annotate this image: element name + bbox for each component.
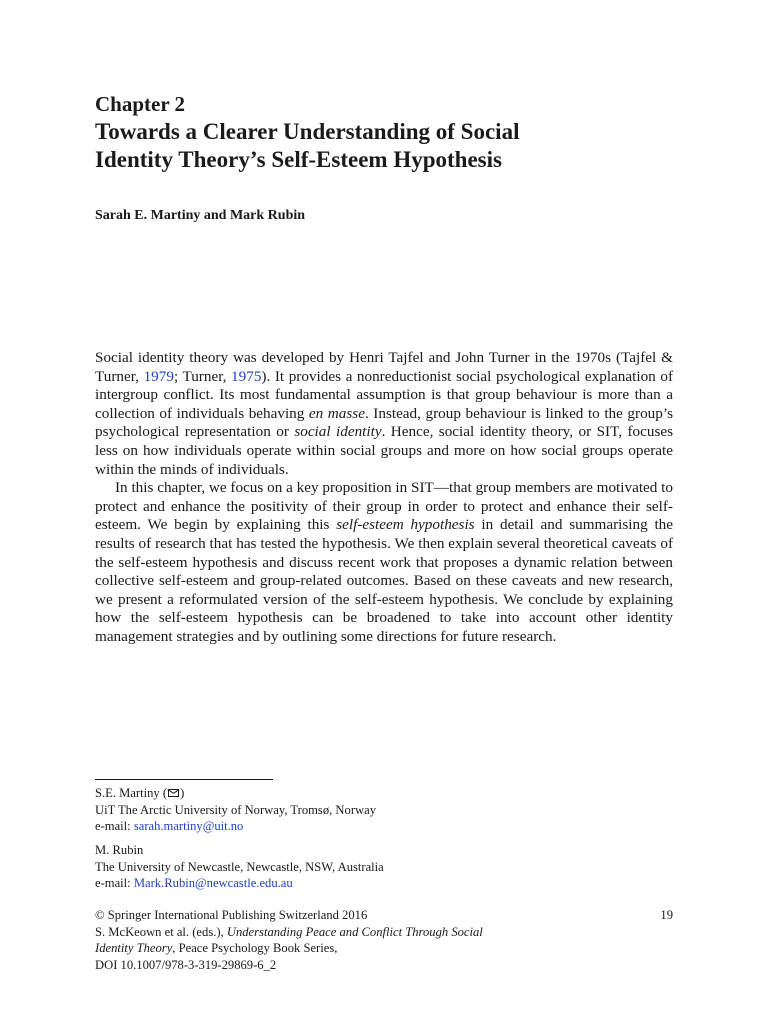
- book-page: [95, 0, 673, 1024]
- book-citation-line-1: S. McKeown et al. (eds.), Understanding Peace and Conflict Through Social: [95, 924, 483, 939]
- copyright-block: [95, 907, 673, 973]
- chapter-authors: Sarah E. Martiny and Mark Rubin: [95, 208, 306, 223]
- page-number: 19: [660, 908, 673, 922]
- copyright-line: © Springer International Publishing Switzerland 2016: [95, 908, 368, 922]
- email-link-martiny[interactable]: sarah.martiny@uit.no: [133, 819, 244, 833]
- chapter-title-line-1: Towards a Clearer Understanding of Social: [95, 119, 520, 144]
- email-label: e-mail:: [95, 819, 134, 833]
- chapter-label: Chapter 2: [95, 92, 186, 116]
- affiliation-name: M. Rubin: [95, 843, 144, 857]
- doi-line: DOI 10.1007/978-3-319-29869-6_2: [95, 957, 277, 972]
- email-label: e-mail:: [95, 876, 134, 890]
- affiliation-name: S.E. Martiny (: [95, 786, 168, 800]
- email-link-rubin[interactable]: Mark.Rubin@newcastle.edu.au: [133, 876, 293, 890]
- book-citation-line-2: Identity Theory, Peace Psychology Book Series,: [95, 941, 338, 955]
- citation-link-tajfel-turner[interactable]: 1979: [143, 367, 174, 385]
- envelope-icon: [168, 789, 179, 797]
- paragraph-2: In this chapter, we focus on a key proposition in SIT—that group members are motivated to protect and enhance the positivity of their group in order to protect and enhance their self-esteem. We begin by explaining this self-esteem hypothesis in detail and summarising the results of research that has tested the hypothesis. We then explain several theoretical caveats of the self-esteem hypothesis and discuss recent work that proposes a dynamic relation between collective self-esteem and group-related outcomes. Based on these caveats and new research, we present a reformulated version of the self-esteem hypothesis. We conclude by explaining how the self-esteem hypothesis can be broadened to take into account other identity management strategies and by outlining some directions for future research.: [95, 479, 673, 645]
- affiliation-rubin: [95, 842, 384, 892]
- paragraph-1: Social identity theory was developed by Henri Tajfel and John Turner in the 1970s (Tajfel & Turner, 1979; Turner, 1975). It provides a nonreductionist social psychological explanation of intergroup conflict. Its most fundamental assumption is that group behaviour is more than a collection of individuals behaving en masse. Instead, group behaviour is linked to the group’s psychological representation or social identity. Hence, social identity theory, or SIT, focuses less on how individuals operate within social groups and more on how social groups operate within the minds of individuals.: [95, 349, 674, 478]
- affiliation-martiny: S.E. Martiny ( ) UiT The Arctic University of Norway, Tromsø, Norway e-mail: sarah.martiny@uit.no: [95, 786, 376, 833]
- affiliation-institution: The University of Newcastle, Newcastle, NSW, Australia: [95, 859, 384, 874]
- chapter-title: [95, 118, 673, 174]
- citation-link-turner[interactable]: 1975: [231, 367, 262, 385]
- chapter-title-line-2: Identity Theory’s Self-Esteem Hypothesis: [95, 147, 502, 172]
- footnote-divider: [95, 779, 273, 780]
- chapter-body: [95, 349, 673, 647]
- affiliation-institution: UiT The Arctic University of Norway, Tromsø, Norway: [95, 802, 376, 817]
